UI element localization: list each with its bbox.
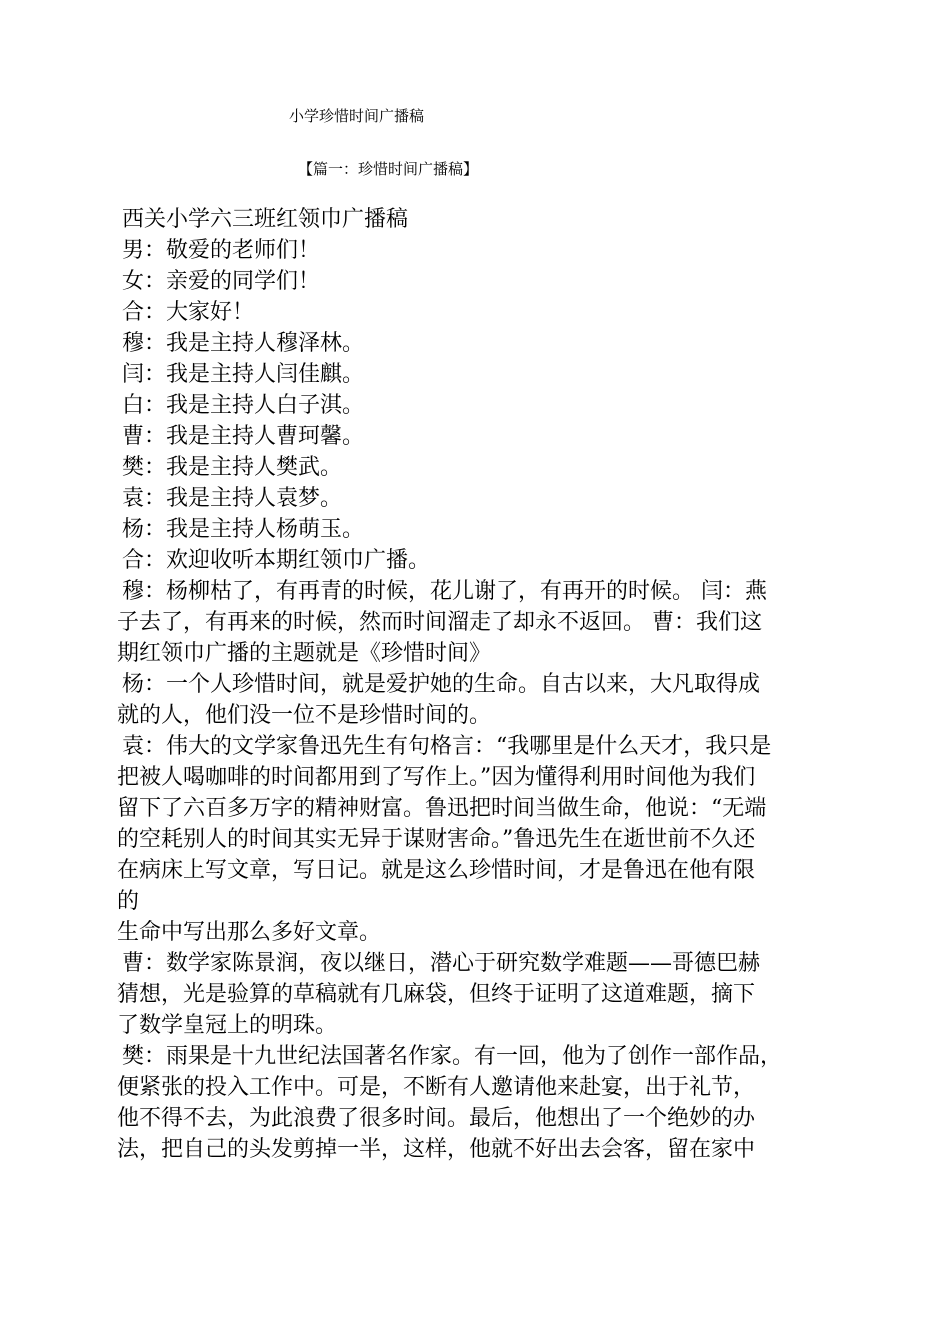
- body-line: 猜想，光是验算的草稿就有几麻袋，但终于证明了这道难题，摘下: [117, 982, 756, 1007]
- body-line: 女：亲爱的同学们！: [122, 269, 321, 294]
- body-line: 留下了六百多万字的精神财富。鲁迅把时间当做生命，他说：“无端: [117, 796, 767, 821]
- body-line: 便紧张的投入工作中。可是，不断有人邀请他来赴宴，出于礼节，: [117, 1075, 756, 1100]
- document-subtitle: 【篇一：珍惜时间广播稿】: [298, 160, 479, 178]
- body-line: 他不得不去，为此浪费了很多时间。最后，他想出了一个绝妙的办: [117, 1106, 756, 1131]
- body-line: 曹：我是主持人曹珂馨。: [122, 424, 365, 449]
- body-line: 袁：我是主持人袁梦。: [122, 486, 343, 511]
- body-line: 穆：杨柳枯了，有再青的时候，花儿谢了，有再开的时候。 闫：燕: [122, 579, 767, 604]
- body-line: 袁：伟大的文学家鲁迅先生有句格言：“我哪里是什么天才，我只是: [122, 734, 772, 759]
- body-line: 合：欢迎收听本期红领巾广播。: [122, 548, 431, 573]
- body-line: 子去了，有再来的时候，然而时间溜走了却永不返回。 曹：我们这: [117, 610, 762, 635]
- body-line: 男：敬爱的老师们！: [122, 238, 321, 263]
- document-body: [117, 204, 837, 1165]
- body-line: 法，把自己的头发剪掉一半，这样，他就不好出去会客，留在家中: [117, 1137, 756, 1162]
- body-line: 了数学皇冠上的明珠。: [117, 1013, 338, 1038]
- body-line: 合：大家好！: [122, 300, 255, 325]
- body-line: 西关小学六三班红领巾广播稿: [122, 207, 409, 232]
- body-line: 的: [117, 889, 140, 914]
- body-line: 的空耗别人的时间其实无异于谋财害命。”鲁迅先生在逝世前不久还: [117, 827, 756, 852]
- body-line: 把被人喝咖啡的时间都用到了写作上。”因为懂得利用时间他为我们: [117, 765, 756, 790]
- body-line: 就的人，他们没一位不是珍惜时间的。: [117, 703, 492, 728]
- body-line: 在病床上写文章，写日记。就是这么珍惜时间，才是鲁迅在他有限: [117, 858, 756, 883]
- body-line: 生命中写出那么多好文章。: [117, 920, 382, 945]
- body-line: 闫：我是主持人闫佳麒。: [122, 362, 365, 387]
- body-line: 白：我是主持人白子淇。: [122, 393, 365, 418]
- document-title: 小学珍惜时间广播稿: [289, 107, 425, 125]
- body-line: 穆：我是主持人穆泽林。: [122, 331, 365, 356]
- body-line: 杨：一个人珍惜时间，就是爱护她的生命。自古以来，大凡取得成: [122, 672, 761, 697]
- body-line: 期红领巾广播的主题就是《珍惜时间》: [117, 641, 492, 666]
- body-line: 杨：我是主持人杨萌玉。: [122, 517, 365, 542]
- body-line: 樊：我是主持人樊武。: [122, 455, 343, 480]
- body-line: 曹：数学家陈景润，夜以继日，潜心于研究数学难题——哥德巴赫: [122, 951, 761, 976]
- body-line: 樊：雨果是十九世纪法国著名作家。有一回，他为了创作一部作品，: [122, 1044, 783, 1069]
